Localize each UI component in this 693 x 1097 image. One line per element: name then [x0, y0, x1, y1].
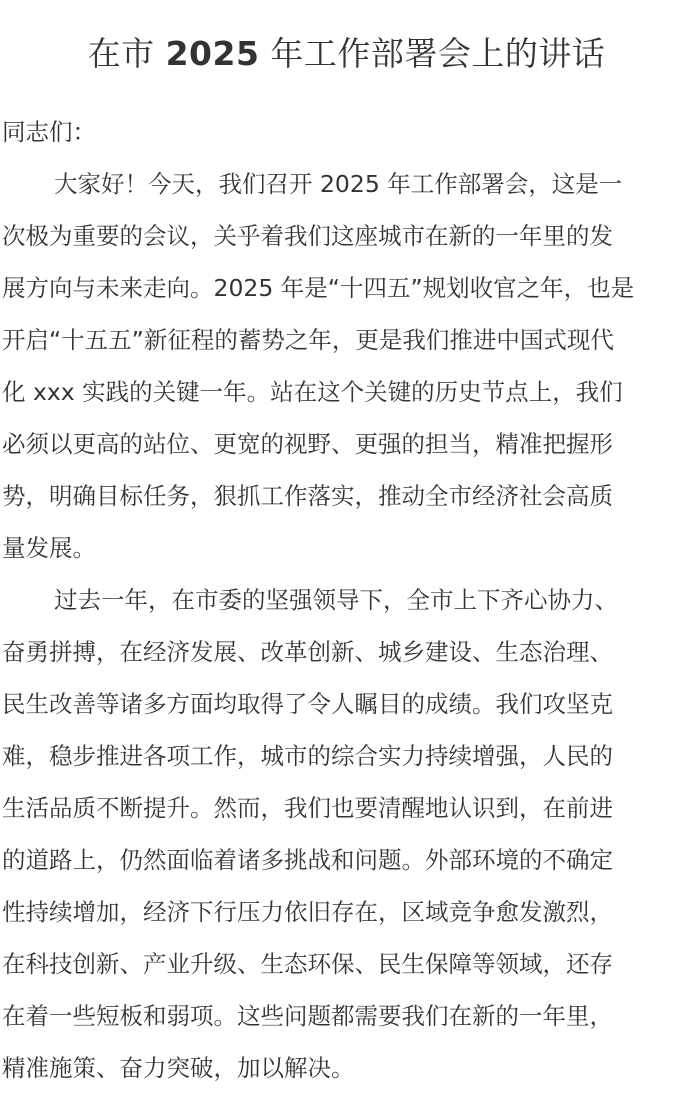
title-suffix: 年工作部署会上的讲话 — [259, 34, 606, 73]
title-prefix: 在市 — [87, 34, 166, 73]
paragraph-1-line: 势，明确目标任务，狠抓工作落实，推动全市经济社会高质 — [2, 482, 613, 510]
paragraph-2-line: 在科技创新、产业升级、生态环保、民生保障等领域，还存 — [2, 950, 613, 978]
paragraph-2-line: 性持续增加，经济下行压力依旧存在，区域竞争愈发激烈， — [2, 898, 613, 926]
paragraph-1-line: 大家好！今天，我们召开 2025 年工作部署会，这是一 — [54, 170, 623, 198]
paragraph-1-line: 量发展。 — [2, 534, 96, 562]
paragraph-1-line: 必须以更高的站位、更宽的视野、更强的担当，精准把握形 — [2, 430, 613, 458]
paragraph-2-line: 的道路上，仍然面临着诸多挑战和问题。外部环境的不确定 — [2, 846, 613, 874]
paragraph-2-line: 生活品质不断提升。然而，我们也要清醒地认识到，在前进 — [2, 794, 613, 822]
salutation: 同志们： — [2, 118, 96, 146]
paragraph-2-line: 在着一些短板和弱项。这些问题都需要我们在新的一年里， — [2, 1002, 613, 1030]
paragraph-1-line: 次极为重要的会议，关乎着我们这座城市在新的一年里的发 — [2, 222, 613, 250]
paragraph-2-line: 难，稳步推进各项工作，城市的综合实力持续增强，人民的 — [2, 742, 613, 770]
paragraph-1-line: 开启“十五五”新征程的蓄势之年，更是我们推进中国式现代 — [2, 326, 614, 354]
paragraph-1-line: 展方向与未来走向。2025 年是“十四五”规划收官之年，也是 — [2, 274, 635, 302]
document-title — [0, 30, 693, 78]
title-year: 2025 — [165, 34, 260, 73]
paragraph-2-line: 过去一年，在市委的坚强领导下，全市上下齐心协力、 — [54, 586, 618, 614]
paragraph-2-line: 精准施策、奋力突破，加以解决。 — [2, 1054, 355, 1082]
paragraph-2-line: 民生改善等诸多方面均取得了令人瞩目的成绩。我们攻坚克 — [2, 690, 613, 718]
paragraph-1-line: 化 xxx 实践的关键一年。站在这个关键的历史节点上，我们 — [2, 378, 623, 406]
paragraph-2-line: 奋勇拼搏，在经济发展、改革创新、城乡建设、生态治理、 — [2, 638, 613, 666]
speech-body — [2, 106, 693, 1094]
